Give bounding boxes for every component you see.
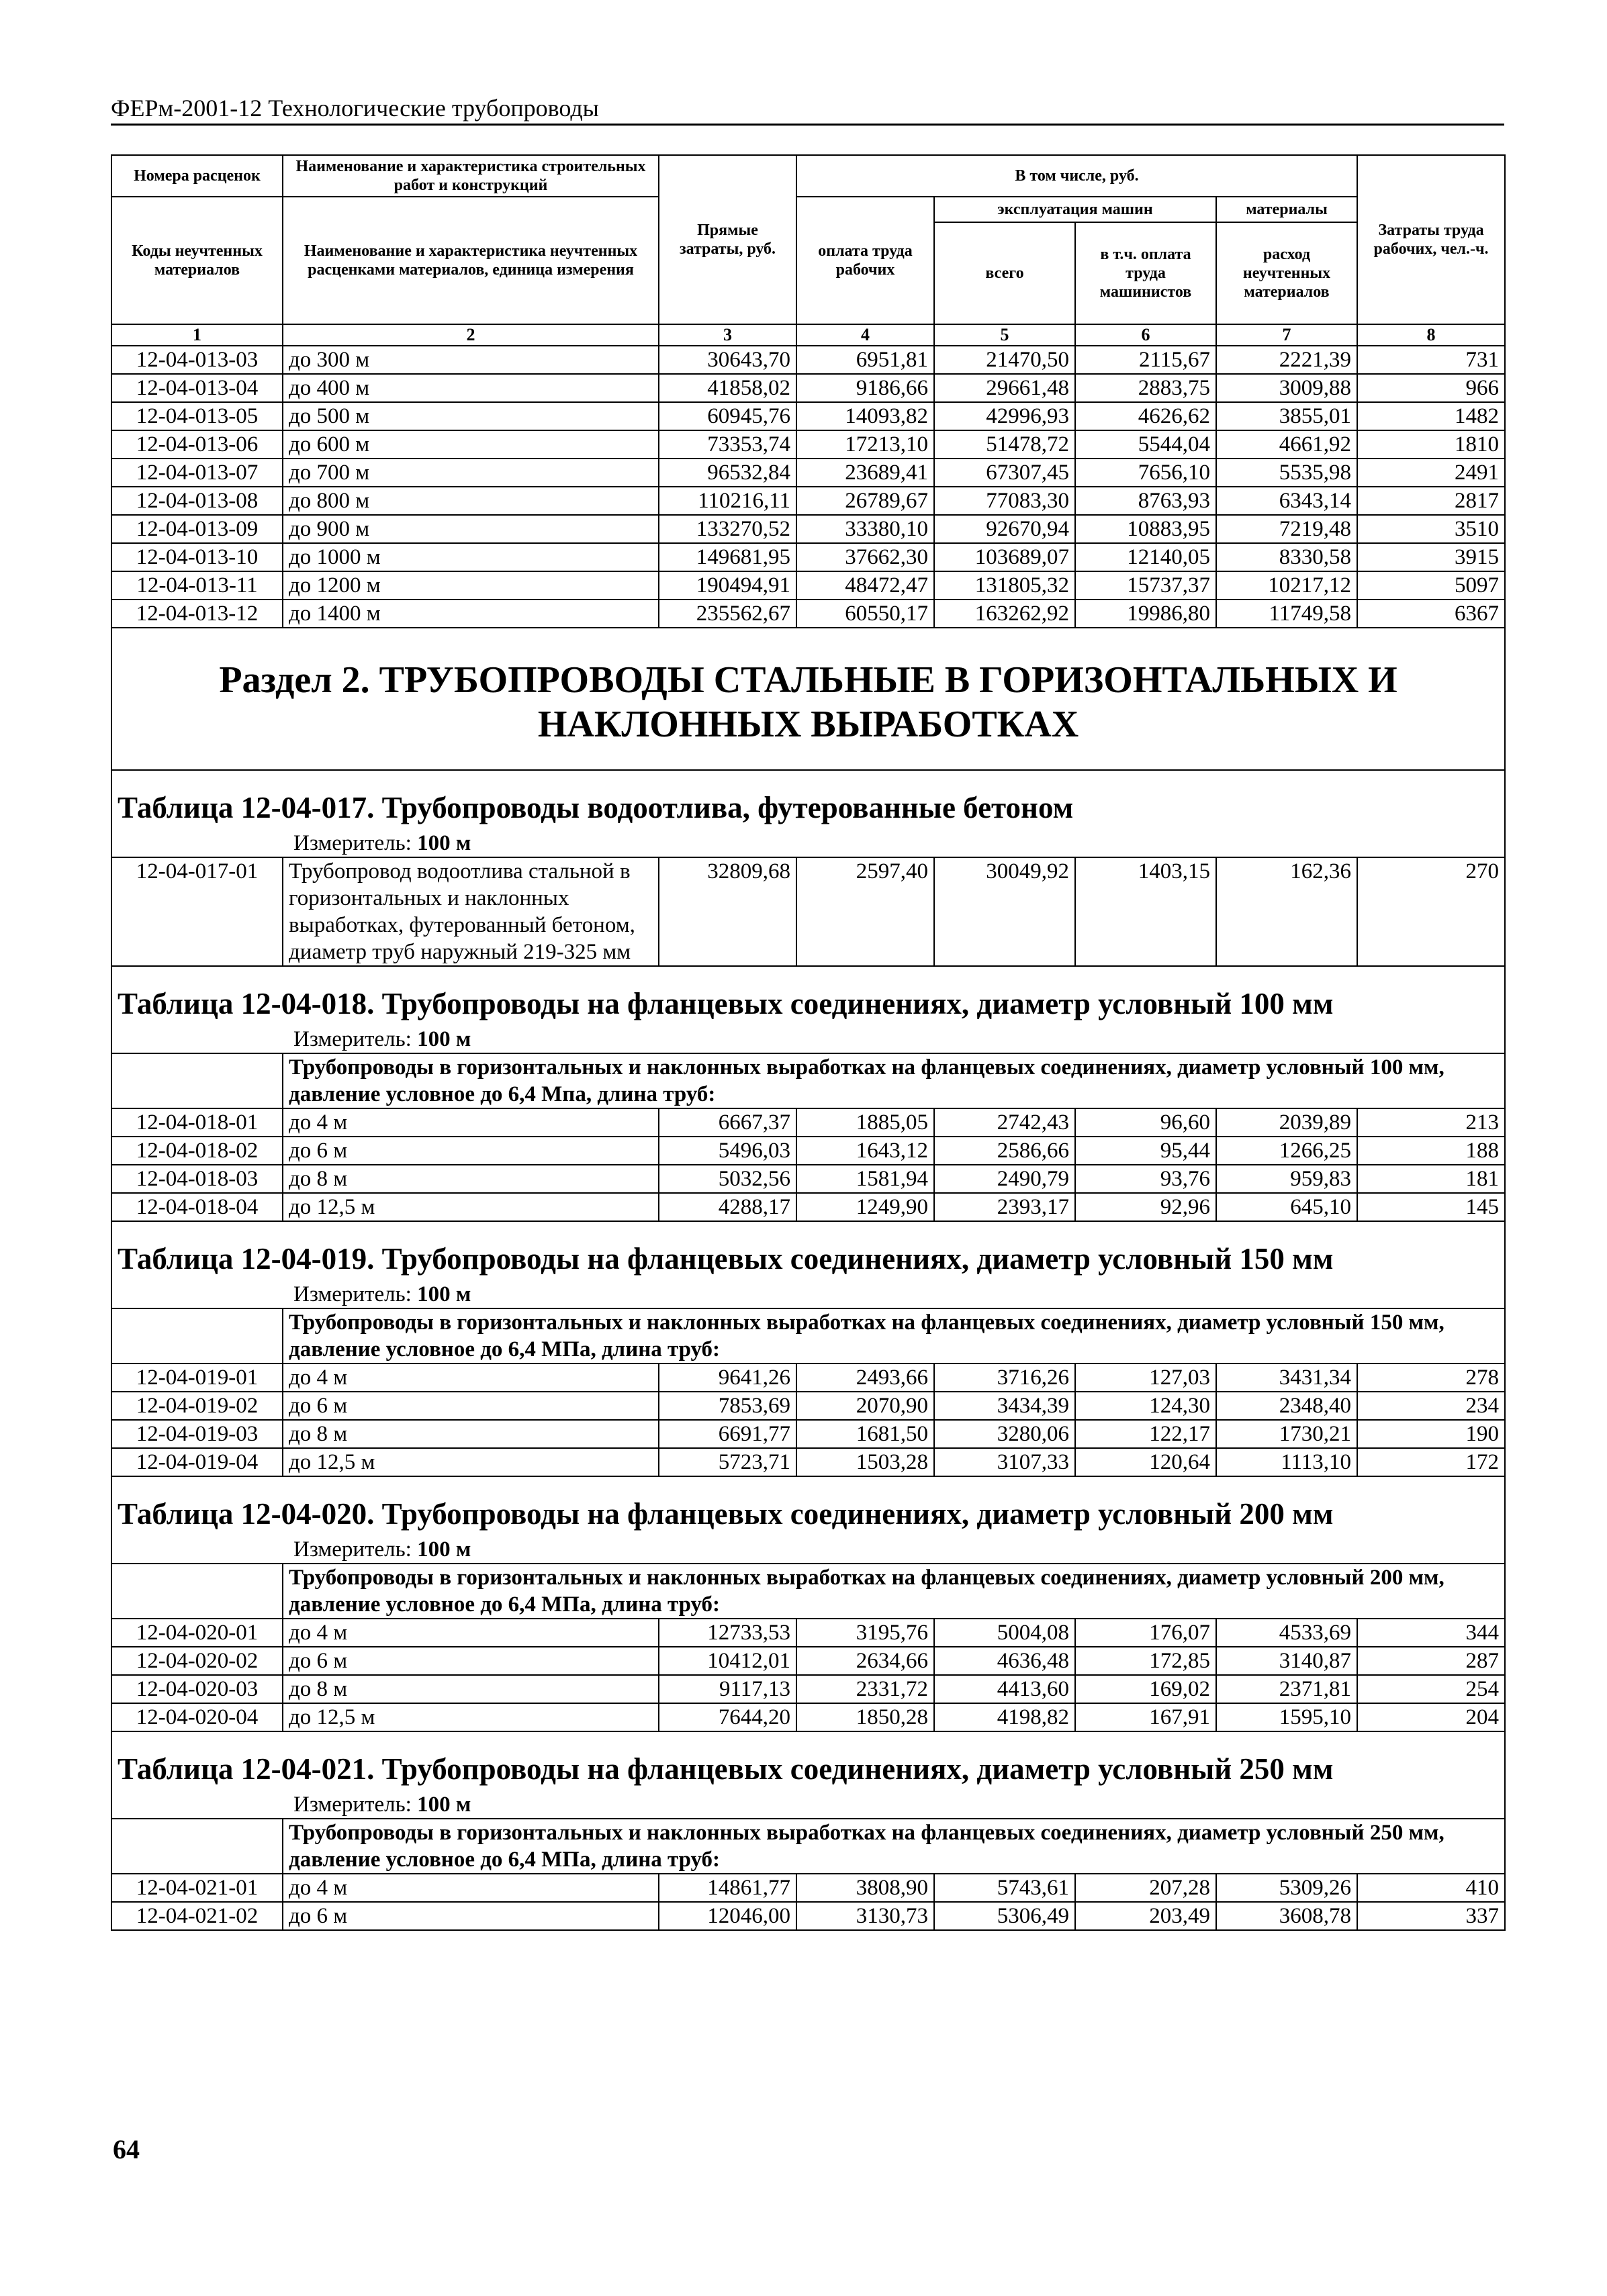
cell-work-name: до 1400 м bbox=[283, 600, 659, 628]
cell-machinist-pay: 4626,62 bbox=[1075, 402, 1216, 430]
cell-materials: 6343,14 bbox=[1216, 487, 1357, 515]
cell-direct-costs: 41858,02 bbox=[659, 374, 796, 402]
cell-rate-code: 12-04-013-09 bbox=[111, 515, 283, 543]
cell-machinist-pay: 203,49 bbox=[1075, 1902, 1216, 1930]
cell-labor-hours: 1482 bbox=[1357, 402, 1505, 430]
table-row bbox=[111, 1448, 1505, 1476]
cell-machines-total: 4198,82 bbox=[934, 1703, 1075, 1731]
cell-machines-total: 3434,39 bbox=[934, 1392, 1075, 1420]
cell-direct-costs: 133270,52 bbox=[659, 515, 796, 543]
cell-work-name: до 1000 м bbox=[283, 543, 659, 571]
cell-labor-hours: 145 bbox=[1357, 1193, 1505, 1221]
cell-machinist-pay: 124,30 bbox=[1075, 1392, 1216, 1420]
cell-direct-costs: 73353,74 bbox=[659, 430, 796, 459]
cell-direct-costs: 96532,84 bbox=[659, 459, 796, 487]
cell-rate-code: 12-04-013-03 bbox=[111, 346, 283, 374]
cell-machinist-pay: 172,85 bbox=[1075, 1647, 1216, 1675]
cell-machinist-pay: 8763,93 bbox=[1075, 487, 1216, 515]
col-number: 4 bbox=[796, 324, 934, 346]
cell-labor-hours: 254 bbox=[1357, 1675, 1505, 1703]
cell-work-name: до 400 м bbox=[283, 374, 659, 402]
cell-worker-pay: 2070,90 bbox=[796, 1392, 934, 1420]
table-heading-t019-cell bbox=[111, 1221, 1505, 1308]
cell-labor-hours: 2491 bbox=[1357, 459, 1505, 487]
cell-direct-costs: 5032,56 bbox=[659, 1165, 796, 1193]
cell-rate-code: 12-04-018-03 bbox=[111, 1165, 283, 1193]
cell-direct-costs: 5723,71 bbox=[659, 1448, 796, 1476]
col-header-rate-numbers: Номера расценок bbox=[111, 155, 283, 197]
cell-worker-pay: 1581,94 bbox=[796, 1165, 934, 1193]
cell-worker-pay: 1850,28 bbox=[796, 1703, 934, 1731]
cell-rate-code: 12-04-018-02 bbox=[111, 1137, 283, 1165]
cell-machines-total: 163262,92 bbox=[934, 600, 1075, 628]
cell-rate-code: 12-04-021-01 bbox=[111, 1874, 283, 1902]
table-row bbox=[111, 1902, 1505, 1930]
cell-work-name: Трубопровод водоотлива стальной в горизонтальных и наклонных выработках, футерованный бетоном, диаметр труб наружный 219-325 мм bbox=[283, 857, 659, 966]
cell-materials: 4533,69 bbox=[1216, 1619, 1357, 1647]
cell-direct-costs: 60945,76 bbox=[659, 402, 796, 430]
cell-machines-total: 2742,43 bbox=[934, 1108, 1075, 1137]
cell-worker-pay: 33380,10 bbox=[796, 515, 934, 543]
cell-worker-pay: 3808,90 bbox=[796, 1874, 934, 1902]
cell-materials: 1595,10 bbox=[1216, 1703, 1357, 1731]
cell-direct-costs: 7644,20 bbox=[659, 1703, 796, 1731]
cell-worker-pay: 2493,66 bbox=[796, 1364, 934, 1392]
cell-worker-pay: 2597,40 bbox=[796, 857, 934, 966]
col-header-work-name: Наименование и характеристика строительных работ и конструкций bbox=[283, 155, 659, 197]
table-title: Таблица 12-04-020. Трубопроводы на фланцевых соединениях, диаметр условный 200 мм bbox=[118, 1497, 1334, 1531]
cell-machines-total: 92670,94 bbox=[934, 515, 1075, 543]
cell-labor-hours: 337 bbox=[1357, 1902, 1505, 1930]
table-row bbox=[111, 600, 1505, 628]
group-description: Трубопроводы в горизонтальных и наклонных выработках на фланцевых соединениях, диаметр условный 200 мм, давление условное до 6,4 МПа, длина труб: bbox=[283, 1564, 1505, 1619]
header-row-1 bbox=[111, 155, 1505, 197]
cell-worker-pay: 37662,30 bbox=[796, 543, 934, 571]
cell-machines-total: 3716,26 bbox=[934, 1364, 1075, 1392]
cell-machines-total: 5743,61 bbox=[934, 1874, 1075, 1902]
col-number: 8 bbox=[1357, 324, 1505, 346]
table-row bbox=[111, 374, 1505, 402]
table-row bbox=[111, 571, 1505, 600]
table-title: Таблица 12-04-021. Трубопроводы на фланцевых соединениях, диаметр условный 250 мм bbox=[118, 1752, 1334, 1786]
table-row bbox=[111, 1364, 1505, 1392]
table-heading-t018-cell bbox=[111, 966, 1505, 1053]
unit-value: 100 м bbox=[417, 831, 471, 855]
cell-labor-hours: 234 bbox=[1357, 1392, 1505, 1420]
unit-line bbox=[118, 830, 1499, 857]
cell-machinist-pay: 169,02 bbox=[1075, 1675, 1216, 1703]
cell-work-name: до 300 м bbox=[283, 346, 659, 374]
cell-worker-pay: 23689,41 bbox=[796, 459, 934, 487]
cell-machinist-pay: 96,60 bbox=[1075, 1108, 1216, 1137]
cell-machines-total: 3107,33 bbox=[934, 1448, 1075, 1476]
cell-machinist-pay: 5544,04 bbox=[1075, 430, 1216, 459]
cell-machines-total: 77083,30 bbox=[934, 487, 1075, 515]
cell-materials: 1266,25 bbox=[1216, 1137, 1357, 1165]
page-number: 64 bbox=[113, 2134, 140, 2164]
unit-label: Измеритель: bbox=[293, 1537, 412, 1562]
cell-worker-pay: 9186,66 bbox=[796, 374, 934, 402]
cell-rate-code: 12-04-020-04 bbox=[111, 1703, 283, 1731]
cell-machines-total: 2586,66 bbox=[934, 1137, 1075, 1165]
cell-machinist-pay: 95,44 bbox=[1075, 1137, 1216, 1165]
cell-machines-total: 2490,79 bbox=[934, 1165, 1075, 1193]
table-row bbox=[111, 1619, 1505, 1647]
cell-direct-costs: 30643,70 bbox=[659, 346, 796, 374]
table-row bbox=[111, 402, 1505, 430]
table-heading-t017-cell bbox=[111, 770, 1505, 857]
cell-labor-hours: 731 bbox=[1357, 346, 1505, 374]
table-heading-t020-cell bbox=[111, 1476, 1505, 1564]
cell-work-name: до 800 м bbox=[283, 487, 659, 515]
table-row bbox=[111, 1165, 1505, 1193]
section-heading-cell bbox=[111, 628, 1505, 770]
cell-machinist-pay: 10883,95 bbox=[1075, 515, 1216, 543]
cell-direct-costs: 9117,13 bbox=[659, 1675, 796, 1703]
cell-rate-code: 12-04-013-12 bbox=[111, 600, 283, 628]
cell-labor-hours: 966 bbox=[1357, 374, 1505, 402]
cell-worker-pay: 14093,82 bbox=[796, 402, 934, 430]
unit-label: Измеритель: bbox=[293, 1027, 412, 1051]
cell-labor-hours: 287 bbox=[1357, 1647, 1505, 1675]
cell-work-name: до 6 м bbox=[283, 1902, 659, 1930]
cell-rate-code: 12-04-013-07 bbox=[111, 459, 283, 487]
cell-direct-costs: 7853,69 bbox=[659, 1392, 796, 1420]
col-header-material-consumption: расход неучтенных материалов bbox=[1216, 222, 1357, 324]
table-heading-t020 bbox=[111, 1476, 1505, 1564]
table-row bbox=[111, 857, 1505, 966]
cell-machinist-pay: 167,91 bbox=[1075, 1703, 1216, 1731]
cell-materials: 162,36 bbox=[1216, 857, 1357, 966]
cell-machines-total: 67307,45 bbox=[934, 459, 1075, 487]
cell-machines-total: 30049,92 bbox=[934, 857, 1075, 966]
cell-worker-pay: 1249,90 bbox=[796, 1193, 934, 1221]
cell-work-name: до 12,5 м bbox=[283, 1448, 659, 1476]
table-heading-t021-cell bbox=[111, 1731, 1505, 1819]
cell-worker-pay: 2634,66 bbox=[796, 1647, 934, 1675]
cell-direct-costs: 5496,03 bbox=[659, 1137, 796, 1165]
cell-rate-code: 12-04-019-04 bbox=[111, 1448, 283, 1476]
cell-rate-code: 12-04-020-01 bbox=[111, 1619, 283, 1647]
cell-rate-code: 12-04-021-02 bbox=[111, 1902, 283, 1930]
cell-work-name: до 12,5 м bbox=[283, 1703, 659, 1731]
cell-rate-code: 12-04-019-03 bbox=[111, 1420, 283, 1448]
group-code-cell bbox=[111, 1308, 283, 1364]
cell-materials: 11749,58 bbox=[1216, 600, 1357, 628]
col-header-material-codes: Коды неучтенных материалов bbox=[111, 197, 283, 324]
table-heading-t018 bbox=[111, 966, 1505, 1053]
section-title: Раздел 2. ТРУБОПРОВОДЫ СТАЛЬНЫЕ В ГОРИЗОНТАЛЬНЫХ И НАКЛОННЫХ ВЫРАБОТКАХ bbox=[219, 659, 1397, 745]
cell-worker-pay: 1681,50 bbox=[796, 1420, 934, 1448]
col-number: 5 bbox=[934, 324, 1075, 346]
table-title: Таблица 12-04-019. Трубопроводы на фланцевых соединениях, диаметр условный 150 мм bbox=[118, 1242, 1334, 1276]
cell-worker-pay: 17213,10 bbox=[796, 430, 934, 459]
cell-worker-pay: 1885,05 bbox=[796, 1108, 934, 1137]
cell-direct-costs: 32809,68 bbox=[659, 857, 796, 966]
cell-materials: 959,83 bbox=[1216, 1165, 1357, 1193]
cell-labor-hours: 213 bbox=[1357, 1108, 1505, 1137]
cell-machinist-pay: 120,64 bbox=[1075, 1448, 1216, 1476]
cell-rate-code: 12-04-013-08 bbox=[111, 487, 283, 515]
table-row bbox=[111, 346, 1505, 374]
cell-machines-total: 4413,60 bbox=[934, 1675, 1075, 1703]
table-row bbox=[111, 1874, 1505, 1902]
cell-machinist-pay: 15737,37 bbox=[1075, 571, 1216, 600]
table-row bbox=[111, 543, 1505, 571]
table-row bbox=[111, 1137, 1505, 1165]
cell-materials: 7219,48 bbox=[1216, 515, 1357, 543]
cell-work-name: до 4 м bbox=[283, 1364, 659, 1392]
cell-machinist-pay: 92,96 bbox=[1075, 1193, 1216, 1221]
cell-machinist-pay: 7656,10 bbox=[1075, 459, 1216, 487]
col-number: 1 bbox=[111, 324, 283, 346]
table-heading-t021 bbox=[111, 1731, 1505, 1819]
table-row bbox=[111, 1703, 1505, 1731]
table-row bbox=[111, 1647, 1505, 1675]
table-title: Таблица 12-04-017. Трубопроводы водоотлива, футерованные бетоном bbox=[118, 791, 1074, 824]
table-title: Таблица 12-04-018. Трубопроводы на фланцевых соединениях, диаметр условный 100 мм bbox=[118, 987, 1334, 1020]
cell-direct-costs: 190494,91 bbox=[659, 571, 796, 600]
cell-materials: 2221,39 bbox=[1216, 346, 1357, 374]
cell-materials: 8330,58 bbox=[1216, 543, 1357, 571]
cell-machines-total: 131805,32 bbox=[934, 571, 1075, 600]
cell-labor-hours: 6367 bbox=[1357, 600, 1505, 628]
cell-machinist-pay: 2883,75 bbox=[1075, 374, 1216, 402]
cell-materials: 2371,81 bbox=[1216, 1675, 1357, 1703]
rates-table bbox=[111, 154, 1506, 1931]
cell-direct-costs: 149681,95 bbox=[659, 543, 796, 571]
col-number: 2 bbox=[283, 324, 659, 346]
cell-machines-total: 2393,17 bbox=[934, 1193, 1075, 1221]
cell-machinist-pay: 12140,05 bbox=[1075, 543, 1216, 571]
cell-materials: 3140,87 bbox=[1216, 1647, 1357, 1675]
cell-materials: 10217,12 bbox=[1216, 571, 1357, 600]
column-numbers-row bbox=[111, 324, 1505, 346]
cell-labor-hours: 204 bbox=[1357, 1703, 1505, 1731]
cell-machinist-pay: 19986,80 bbox=[1075, 600, 1216, 628]
cell-labor-hours: 3915 bbox=[1357, 543, 1505, 571]
cell-machines-total: 5306,49 bbox=[934, 1902, 1075, 1930]
unit-label: Измеритель: bbox=[293, 831, 412, 855]
cell-work-name: до 6 м bbox=[283, 1392, 659, 1420]
cell-rate-code: 12-04-018-04 bbox=[111, 1193, 283, 1221]
col-header-machines: эксплуатация машин bbox=[934, 197, 1216, 222]
cell-rate-code: 12-04-020-03 bbox=[111, 1675, 283, 1703]
col-header-including: В том числе, руб. bbox=[796, 155, 1357, 197]
cell-materials: 3608,78 bbox=[1216, 1902, 1357, 1930]
cell-work-name: до 700 м bbox=[283, 459, 659, 487]
cell-work-name: до 4 м bbox=[283, 1108, 659, 1137]
col-header-machines-total: всего bbox=[934, 222, 1075, 324]
unit-line bbox=[118, 1536, 1499, 1563]
cell-labor-hours: 188 bbox=[1357, 1137, 1505, 1165]
cell-materials: 5535,98 bbox=[1216, 459, 1357, 487]
cell-materials: 5309,26 bbox=[1216, 1874, 1357, 1902]
cell-machinist-pay: 2115,67 bbox=[1075, 346, 1216, 374]
cell-materials: 3009,88 bbox=[1216, 374, 1357, 402]
cell-direct-costs: 14861,77 bbox=[659, 1874, 796, 1902]
cell-worker-pay: 2331,72 bbox=[796, 1675, 934, 1703]
cell-direct-costs: 6667,37 bbox=[659, 1108, 796, 1137]
cell-rate-code: 12-04-013-10 bbox=[111, 543, 283, 571]
col-header-worker-pay: оплата труда рабочих bbox=[796, 197, 934, 324]
cell-machines-total: 103689,07 bbox=[934, 543, 1075, 571]
header-row-2 bbox=[111, 197, 1505, 222]
cell-machines-total: 4636,48 bbox=[934, 1647, 1075, 1675]
cell-work-name: до 4 м bbox=[283, 1874, 659, 1902]
cell-labor-hours: 410 bbox=[1357, 1874, 1505, 1902]
table-row bbox=[111, 515, 1505, 543]
cell-machinist-pay: 127,03 bbox=[1075, 1364, 1216, 1392]
cell-work-name: до 8 м bbox=[283, 1165, 659, 1193]
cell-rate-code: 12-04-013-11 bbox=[111, 571, 283, 600]
cell-worker-pay: 60550,17 bbox=[796, 600, 934, 628]
cell-labor-hours: 181 bbox=[1357, 1165, 1505, 1193]
group-row bbox=[111, 1308, 1505, 1364]
group-code-cell bbox=[111, 1564, 283, 1619]
cell-direct-costs: 4288,17 bbox=[659, 1193, 796, 1221]
cell-worker-pay: 26789,67 bbox=[796, 487, 934, 515]
cell-direct-costs: 12046,00 bbox=[659, 1902, 796, 1930]
table-row bbox=[111, 459, 1505, 487]
table-heading-t019 bbox=[111, 1221, 1505, 1308]
cell-work-name: до 8 м bbox=[283, 1420, 659, 1448]
unit-value: 100 м bbox=[417, 1537, 471, 1562]
cell-machines-total: 3280,06 bbox=[934, 1420, 1075, 1448]
col-header-machinist-pay: в т.ч. оплата труда машинистов bbox=[1075, 222, 1216, 324]
cell-direct-costs: 12733,53 bbox=[659, 1619, 796, 1647]
unit-value: 100 м bbox=[417, 1792, 471, 1817]
group-row bbox=[111, 1564, 1505, 1619]
table-row bbox=[111, 430, 1505, 459]
group-description: Трубопроводы в горизонтальных и наклонных выработках на фланцевых соединениях, диаметр условный 150 мм, давление условное до 6,4 МПа, длина труб: bbox=[283, 1308, 1505, 1364]
unit-line bbox=[118, 1281, 1499, 1308]
table-row bbox=[111, 1675, 1505, 1703]
cell-machines-total: 29661,48 bbox=[934, 374, 1075, 402]
cell-rate-code: 12-04-018-01 bbox=[111, 1108, 283, 1137]
cell-labor-hours: 278 bbox=[1357, 1364, 1505, 1392]
col-number: 3 bbox=[659, 324, 796, 346]
cell-work-name: до 600 м bbox=[283, 430, 659, 459]
cell-worker-pay: 1503,28 bbox=[796, 1448, 934, 1476]
col-number: 6 bbox=[1075, 324, 1216, 346]
group-description: Трубопроводы в горизонтальных и наклонных выработках на фланцевых соединениях, диаметр условный 250 мм, давление условное до 6,4 МПа, длина труб: bbox=[283, 1819, 1505, 1874]
cell-direct-costs: 10412,01 bbox=[659, 1647, 796, 1675]
cell-work-name: до 8 м bbox=[283, 1675, 659, 1703]
cell-rate-code: 12-04-017-01 bbox=[111, 857, 283, 966]
table-heading-t017 bbox=[111, 770, 1505, 857]
cell-machines-total: 51478,72 bbox=[934, 430, 1075, 459]
cell-materials: 1113,10 bbox=[1216, 1448, 1357, 1476]
cell-machines-total: 21470,50 bbox=[934, 346, 1075, 374]
cell-materials: 2348,40 bbox=[1216, 1392, 1357, 1420]
cell-direct-costs: 6691,77 bbox=[659, 1420, 796, 1448]
cell-machinist-pay: 93,76 bbox=[1075, 1165, 1216, 1193]
cell-rate-code: 12-04-013-04 bbox=[111, 374, 283, 402]
cell-direct-costs: 110216,11 bbox=[659, 487, 796, 515]
group-row bbox=[111, 1053, 1505, 1108]
cell-worker-pay: 48472,47 bbox=[796, 571, 934, 600]
group-row bbox=[111, 1819, 1505, 1874]
cell-materials: 645,10 bbox=[1216, 1193, 1357, 1221]
cell-labor-hours: 2817 bbox=[1357, 487, 1505, 515]
cell-work-name: до 12,5 м bbox=[283, 1193, 659, 1221]
cell-labor-hours: 5097 bbox=[1357, 571, 1505, 600]
col-header-material-name: Наименование и характеристика неучтенных расценками материалов, единица измерения bbox=[283, 197, 659, 324]
cell-direct-costs: 235562,67 bbox=[659, 600, 796, 628]
table-row bbox=[111, 1420, 1505, 1448]
page-header: ФЕРм-2001-12 Технологические трубопроводы bbox=[111, 94, 1504, 126]
unit-line bbox=[118, 1791, 1499, 1818]
cell-labor-hours: 344 bbox=[1357, 1619, 1505, 1647]
table-row bbox=[111, 487, 1505, 515]
cell-work-name: до 4 м bbox=[283, 1619, 659, 1647]
group-code-cell bbox=[111, 1819, 283, 1874]
cell-materials: 3431,34 bbox=[1216, 1364, 1357, 1392]
cell-work-name: до 900 м bbox=[283, 515, 659, 543]
table-row bbox=[111, 1108, 1505, 1137]
cell-work-name: до 500 м bbox=[283, 402, 659, 430]
cell-machines-total: 5004,08 bbox=[934, 1619, 1075, 1647]
unit-value: 100 м bbox=[417, 1282, 471, 1306]
cell-machinist-pay: 176,07 bbox=[1075, 1619, 1216, 1647]
cell-work-name: до 6 м bbox=[283, 1647, 659, 1675]
cell-rate-code: 12-04-020-02 bbox=[111, 1647, 283, 1675]
unit-value: 100 м bbox=[417, 1027, 471, 1051]
cell-labor-hours: 172 bbox=[1357, 1448, 1505, 1476]
unit-label: Измеритель: bbox=[293, 1792, 412, 1817]
unit-line bbox=[118, 1026, 1499, 1053]
cell-materials: 2039,89 bbox=[1216, 1108, 1357, 1137]
unit-label: Измеритель: bbox=[293, 1282, 412, 1306]
cell-machinist-pay: 122,17 bbox=[1075, 1420, 1216, 1448]
cell-machinist-pay: 207,28 bbox=[1075, 1874, 1216, 1902]
cell-work-name: до 1200 м bbox=[283, 571, 659, 600]
cell-materials: 4661,92 bbox=[1216, 430, 1357, 459]
cell-rate-code: 12-04-013-05 bbox=[111, 402, 283, 430]
group-description: Трубопроводы в горизонтальных и наклонных выработках на фланцевых соединениях, диаметр условный 100 мм, давление условное до 6,4 Мпа, длина труб: bbox=[283, 1053, 1505, 1108]
cell-worker-pay: 3130,73 bbox=[796, 1902, 934, 1930]
table-row bbox=[111, 1392, 1505, 1420]
cell-labor-hours: 1810 bbox=[1357, 430, 1505, 459]
section-heading bbox=[111, 628, 1505, 770]
cell-worker-pay: 3195,76 bbox=[796, 1619, 934, 1647]
cell-work-name: до 6 м bbox=[283, 1137, 659, 1165]
cell-rate-code: 12-04-013-06 bbox=[111, 430, 283, 459]
cell-materials: 3855,01 bbox=[1216, 402, 1357, 430]
cell-machines-total: 42996,93 bbox=[934, 402, 1075, 430]
cell-materials: 1730,21 bbox=[1216, 1420, 1357, 1448]
table-row bbox=[111, 1193, 1505, 1221]
cell-machinist-pay: 1403,15 bbox=[1075, 857, 1216, 966]
col-header-direct-costs: Прямые затраты, руб. bbox=[659, 155, 796, 324]
cell-worker-pay: 6951,81 bbox=[796, 346, 934, 374]
cell-direct-costs: 9641,26 bbox=[659, 1364, 796, 1392]
cell-worker-pay: 1643,12 bbox=[796, 1137, 934, 1165]
group-code-cell bbox=[111, 1053, 283, 1108]
cell-labor-hours: 3510 bbox=[1357, 515, 1505, 543]
col-header-labor-costs: Затраты труда рабочих, чел.-ч. bbox=[1357, 155, 1505, 324]
col-header-materials: материалы bbox=[1216, 197, 1357, 222]
cell-rate-code: 12-04-019-01 bbox=[111, 1364, 283, 1392]
cell-labor-hours: 190 bbox=[1357, 1420, 1505, 1448]
cell-rate-code: 12-04-019-02 bbox=[111, 1392, 283, 1420]
col-number: 7 bbox=[1216, 324, 1357, 346]
cell-labor-hours: 270 bbox=[1357, 857, 1505, 966]
